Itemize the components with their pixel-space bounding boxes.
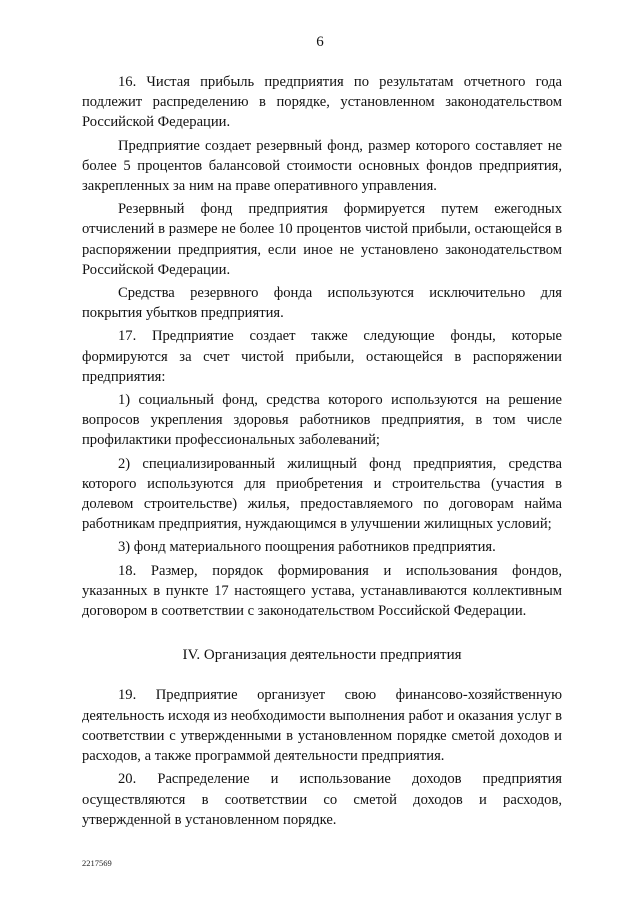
- paragraph-20: 20. Распределение и использование доходов предприятия осуществляются в соответствии со сметой доходов и расходов, утвержденной в установленном порядке.: [82, 771, 562, 828]
- paragraph-18: 18. Размер, порядок формирования и использования фондов, указанных в пункте 17 настоящего устава, устанавливаются коллективным договором в соответствии с законодательством Российской Федерации.: [82, 562, 562, 620]
- list-item-social-fund: 1) социальный фонд, средства которого используются на решение вопросов укрепления здоровья работников предприятия, в том числе профилактики профессиональных заболеваний;: [82, 392, 562, 449]
- section-heading: IV. Организация деятельности предприятия: [182, 647, 462, 664]
- paragraph-19: 19. Предприятие организует свою финансово-хозяйственную деятельность исходя из необходимости выполнения работ и оказания услуг в соответствии с утвержденными в установленном порядке сметой доходов и расходов, а также программой деятельности предприятия.: [82, 687, 562, 765]
- list-item-incentive-fund: 3) фонд материального поощрения работников предприятия.: [118, 539, 496, 556]
- paragraph-17: 17. Предприятие создает также следующие фонды, которые формируются за счет чистой прибыли, остающейся в распоряжении предприятия:: [82, 328, 562, 385]
- document-code: 2217569: [82, 858, 112, 868]
- paragraph-16: 16. Чистая прибыль предприятия по результатам отчетного года подлежит распределению в порядке, установленном законодательством Российской Федерации.: [82, 74, 562, 131]
- document-body: [82, 72, 562, 833]
- paragraph-reserve-fund-formation: Резервный фонд предприятия формируется путем ежегодных отчислений в размере не более 10 процентов чистой прибыли, остающейся в распоряжении предприятия, если иное не установлено законодательством Российской Федерации.: [82, 201, 562, 278]
- page-number: 6: [316, 34, 324, 50]
- list-item-housing-fund: 2) специализированный жилищный фонд предприятия, средства которого используются для приобретения и строительства (участия в долевом строительстве) жилья, предоставляемого по договорам найма работникам предприятия, нуждающимся в улучшении жилищных условий;: [82, 455, 562, 533]
- paragraph-reserve-fund-size: Предприятие создает резервный фонд, размер которого составляет не более 5 процентов балансовой стоимости основных фондов предприятия, закрепленных за ним на праве оперативного управления.: [82, 137, 562, 195]
- paragraph-reserve-fund-usage: Средства резервного фонда используются исключительно для покрытия убытков предприятия.: [82, 285, 562, 322]
